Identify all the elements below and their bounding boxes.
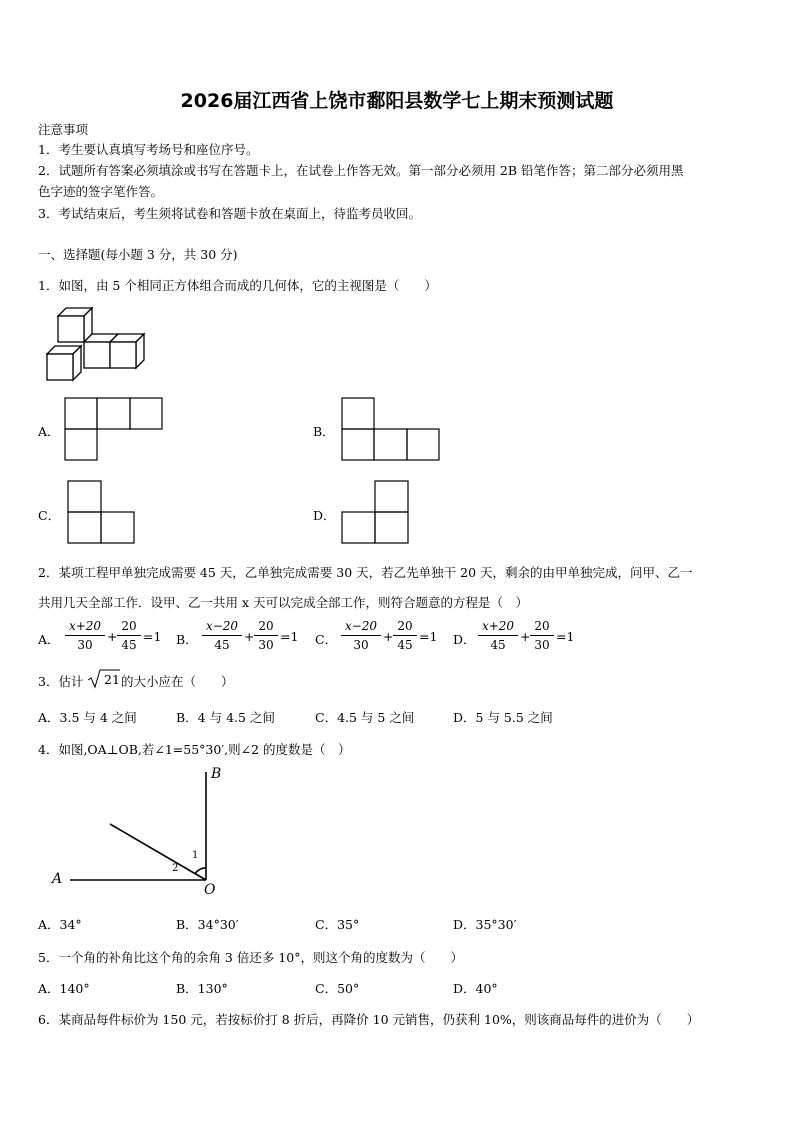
point-a-label: A [52, 871, 63, 887]
q1-option-d-label: D． [313, 508, 336, 523]
question-4-stem: 4．如图,OA⊥OB,若∠1=55°30′,则∠2 的度数是（ ） [38, 742, 351, 757]
q1-solid-figure [44, 308, 154, 384]
point-b-label: B [211, 766, 222, 782]
q3-option-a: A．3.5 与 4 之间 [38, 710, 137, 725]
q2-c-fraction-1: $\frac{x-20}{30}$ [341, 619, 381, 652]
question-1-stem: 1．如图，由 5 个相同正方体组合而成的几何体，它的主视图是（ ） [38, 278, 437, 293]
q3-option-b: B．4 与 4.5 之间 [176, 710, 275, 725]
q2-c-plus: + [383, 629, 394, 644]
q2-a-plus: + [107, 629, 118, 644]
q4-option-d: D．35°30′ [453, 917, 517, 932]
q2-b-plus: + [244, 629, 255, 644]
q2-b-fraction-1: $\frac{x-20}{45}$ [202, 619, 242, 652]
q2-d-plus: + [520, 629, 531, 644]
q2-a-fraction-2: $\frac{20}{45}$ [117, 619, 141, 652]
question-6-stem: 6．某商品每件标价为 150 元，若按标价打 8 折后，再降价 10 元销售，仍获利 10%，则该商品每件的进价为（ ） [38, 1012, 700, 1027]
q3-option-d: D．5 与 5.5 之间 [453, 710, 553, 725]
q1-option-c-view [67, 480, 137, 544]
angle-1-label: 1 [192, 850, 199, 861]
q2-option-a-label: A． [38, 632, 60, 647]
point-o-label: O [204, 882, 216, 898]
q2-c-rhs: =1 [419, 629, 438, 644]
q1-option-a-view [64, 397, 164, 461]
q4-option-c: C．35° [315, 917, 360, 932]
question-2-stem-line2: 共用几天全部工作．设甲、乙一共用 x 天可以完成全部工作，则符合题意的方程是（ ） [38, 595, 528, 610]
page-title: 2026届江西省上饶市鄱阳县数学七上期末预测试题 [180, 90, 614, 112]
angle-2-label: 2 [172, 863, 179, 874]
question-3-stem-post: 的大小应在（ ） [121, 674, 234, 689]
q5-option-c: C．50° [315, 981, 360, 996]
q4-option-b: B．34°30′ [176, 917, 239, 932]
question-5-stem: 5．一个角的补角比这个角的余角 3 倍还多 10°，则这个角的度数为（ ） [38, 950, 463, 965]
notice-heading: 注意事项 [38, 122, 89, 137]
notice-item: 3．考试结束后，考生须将试卷和答题卡放在桌面上，待监考员收回。 [38, 206, 421, 221]
q5-option-b: B．130° [176, 981, 228, 996]
q2-c-fraction-2: $\frac{20}{45}$ [393, 619, 417, 652]
section-heading: 一、选择题(每小题 3 分，共 30 分) [38, 247, 238, 262]
q3-radicand: 21 [104, 672, 120, 687]
q2-option-c-label: C． [315, 632, 338, 647]
q2-b-rhs: =1 [280, 629, 299, 644]
q4-angle-figure [40, 766, 240, 900]
q1-option-d-view [341, 480, 411, 544]
q1-option-c-label: C． [38, 508, 61, 523]
q2-d-rhs: =1 [556, 629, 575, 644]
question-2-stem-line1: 2．某项工程甲单独完成需要 45 天，乙单独完成需要 30 天，若乙先单独干 20 天，剩余的由甲单独完成，问甲、乙一 [38, 565, 693, 580]
q2-d-fraction-1: $\frac{x+20}{45}$ [478, 619, 518, 652]
q2-option-b-label: B． [176, 632, 198, 647]
q1-option-a-label: A． [38, 424, 60, 439]
q1-option-b-view [341, 397, 441, 461]
q2-option-d-label: D． [453, 632, 476, 647]
q3-option-c: C．4.5 与 5 之间 [315, 710, 415, 725]
q5-option-a: A．140° [38, 981, 90, 996]
q1-option-b-label: B． [313, 424, 335, 439]
q5-option-d: D．40° [453, 981, 498, 996]
q2-d-fraction-2: $\frac{20}{30}$ [530, 619, 554, 652]
notice-item: 1．考生要认真填写考场号和座位序号。 [38, 142, 259, 157]
notice-item: 色字迹的签字笔作答。 [38, 184, 164, 199]
q4-option-a: A．34° [38, 917, 82, 932]
q2-a-fraction-1: $\frac{x+20}{30}$ [65, 619, 105, 652]
notice-item: 2．试题所有答案必须填涂或书写在答题卡上，在试卷上作答无效。第一部分必须用 2B 铅笔作答；第二部分必须用黑 [38, 163, 684, 178]
q2-a-rhs: =1 [143, 629, 162, 644]
q2-b-fraction-2: $\frac{20}{30}$ [254, 619, 278, 652]
question-3-stem-pre: 3．估计 [38, 674, 84, 689]
